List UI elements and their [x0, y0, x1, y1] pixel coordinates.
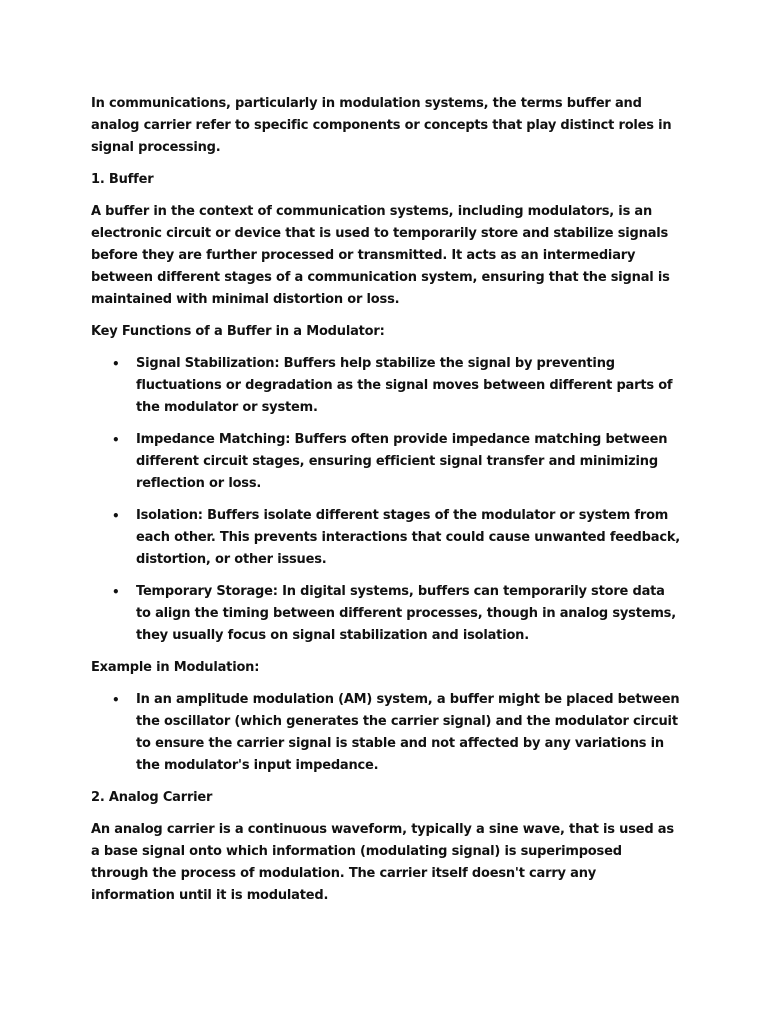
key-functions-list [91, 353, 681, 647]
example-list [91, 689, 681, 777]
bullet-icon: • [112, 509, 120, 523]
section-2-heading: 2. Analog Carrier [91, 790, 213, 805]
list-item-text: Signal Stabilization: Buffers help stabilize the signal by preventing fluctuations or degradation as the signal moves between different parts of the modulator or system. [136, 356, 673, 415]
intro-paragraph: In communications, particularly in modulation systems, the terms buffer and analog carrier refer to specific components or concepts that play distinct roles in signal processing. [91, 96, 672, 155]
list-item [91, 689, 681, 777]
list-item-text: Isolation: Buffers isolate different stages of the modulator or system from each other. This prevents interactions that could cause unwanted feedback, distortion, or other issues. [136, 508, 681, 567]
list-item-text: Temporary Storage: In digital systems, buffers can temporarily store data to align the timing between different processes, though in analog systems, they usually focus on signal stabilization and isolation. [136, 584, 676, 643]
bullet-icon: • [112, 585, 120, 599]
list-item [91, 581, 681, 647]
bullet-icon: • [112, 433, 120, 447]
list-item-text: Impedance Matching: Buffers often provide impedance matching between different circuit stages, ensuring efficient signal transfer and minimizing reflection or loss. [136, 432, 668, 491]
document-body [91, 93, 681, 907]
list-item [91, 353, 681, 419]
section-1-heading: 1. Buffer [91, 172, 154, 187]
key-functions-heading: Key Functions of a Buffer in a Modulator: [91, 324, 385, 339]
section-1-paragraph: A buffer in the context of communication systems, including modulators, is an electronic circuit or device that is used to temporarily store and stabilize signals before they are further processed or transmitted. It acts as an intermediary between different stages of a communication system, ensuring that the signal is maintained with minimal distortion or loss. [91, 204, 670, 307]
list-item [91, 505, 681, 571]
example-heading: Example in Modulation: [91, 660, 260, 675]
bullet-icon: • [112, 693, 120, 707]
section-2-paragraph: An analog carrier is a continuous waveform, typically a sine wave, that is used as a base signal onto which information (modulating signal) is superimposed through the process of modulation. The carrier itself doesn't carry any information until it is modulated. [91, 822, 674, 903]
list-item [91, 429, 681, 495]
list-item-text: In an amplitude modulation (AM) system, a buffer might be placed between the oscillator (which generates the carrier signal) and the modulator circuit to ensure the carrier signal is stable and not affected by any variations in the modulator's input impedance. [136, 692, 680, 773]
bullet-icon: • [112, 357, 120, 371]
